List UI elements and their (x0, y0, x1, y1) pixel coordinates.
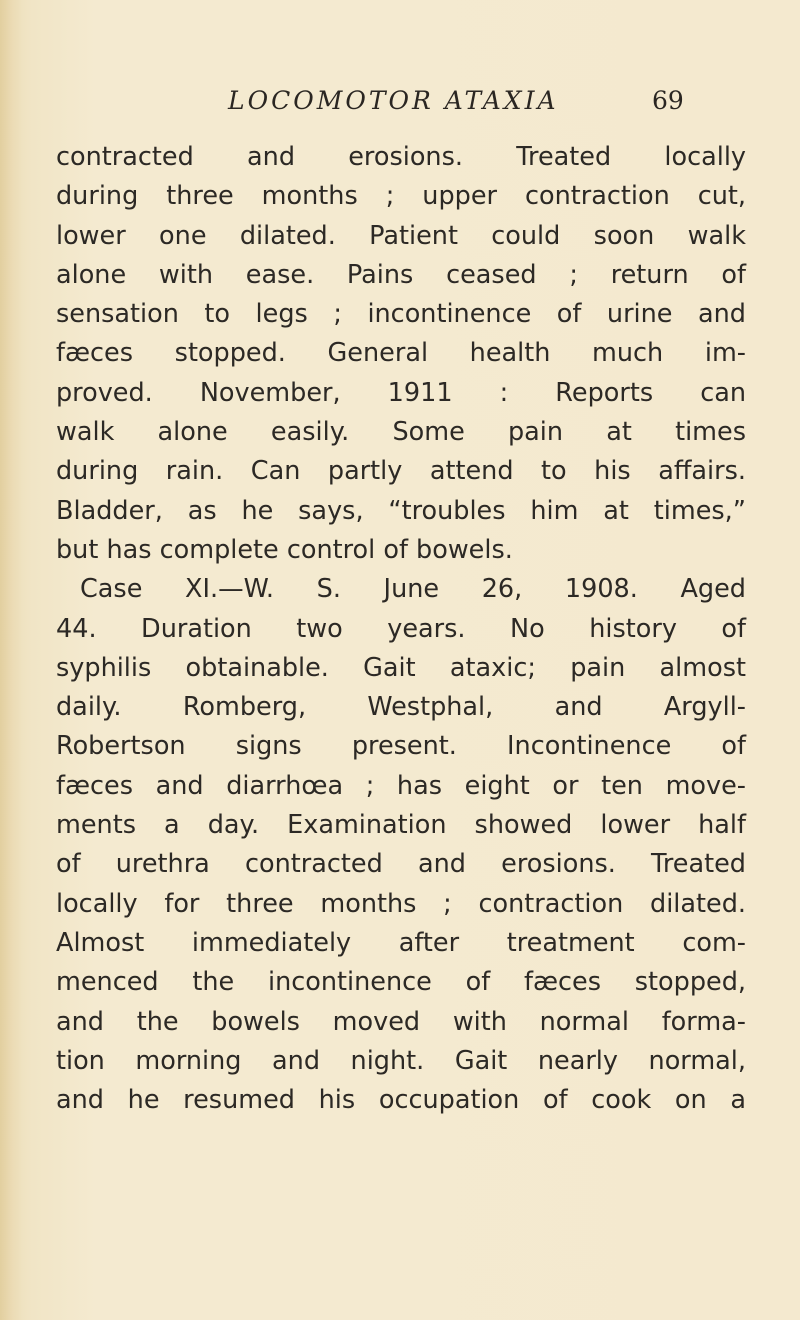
text-line: but has complete control of bowels. (56, 534, 513, 565)
running-head-title: LOCOMOTOR ATAXIA (228, 86, 559, 115)
text-line: Almost immediately after treatment com- (56, 927, 746, 958)
text-line: during rain. Can partly attend to his affairs. (56, 456, 746, 487)
text-line: 44. Duration two years. No history of (56, 613, 746, 644)
text-line: fæces and diarrhœa ; has eight or ten move- (56, 770, 746, 801)
body-text (56, 138, 746, 1120)
text-line: menced the incontinence of fæces stopped, (56, 967, 746, 998)
text-line: contracted and erosions. Treated locally (56, 142, 746, 172)
text-line: tion morning and night. Gait nearly normal, (56, 1045, 746, 1076)
text-line: during three months ; upper contraction cut, (56, 181, 746, 212)
text-line: of urethra contracted and erosions. Treated (56, 849, 746, 880)
text-line: lower one dilated. Patient could soon walk (56, 220, 746, 251)
text-line: walk alone easily. Some pain at times (56, 417, 746, 448)
text-line: sensation to legs ; incontinence of urine and (56, 299, 746, 330)
text-line: proved. November, 1911 : Reports can (56, 377, 746, 408)
text-line: and he resumed his occupation of cook on a (56, 1085, 746, 1116)
text-line: and the bowels moved with normal forma- (56, 1006, 746, 1037)
text-line: fæces stopped. General health much im- (56, 338, 746, 369)
page-edge-shadow (0, 0, 22, 1320)
text-line: daily. Romberg, Westphal, and Argyll- (56, 692, 746, 723)
text-line: Bladder, as he says, “troubles him at times,” (56, 495, 746, 526)
text-line: alone with ease. Pains ceased ; return of (56, 259, 746, 290)
running-head (0, 86, 800, 126)
text-line: locally for three months ; contraction dilated. (56, 888, 746, 919)
text-line: Robertson signs present. Incontinence of (56, 731, 746, 762)
page-number: 69 (652, 86, 684, 115)
text-line: syphilis obtainable. Gait ataxic; pain almost (56, 652, 746, 683)
text-line-case-heading: Case XI.—W. S. June 26, 1908. Aged (80, 574, 746, 605)
text-line: ments a day. Examination showed lower half (56, 810, 746, 841)
